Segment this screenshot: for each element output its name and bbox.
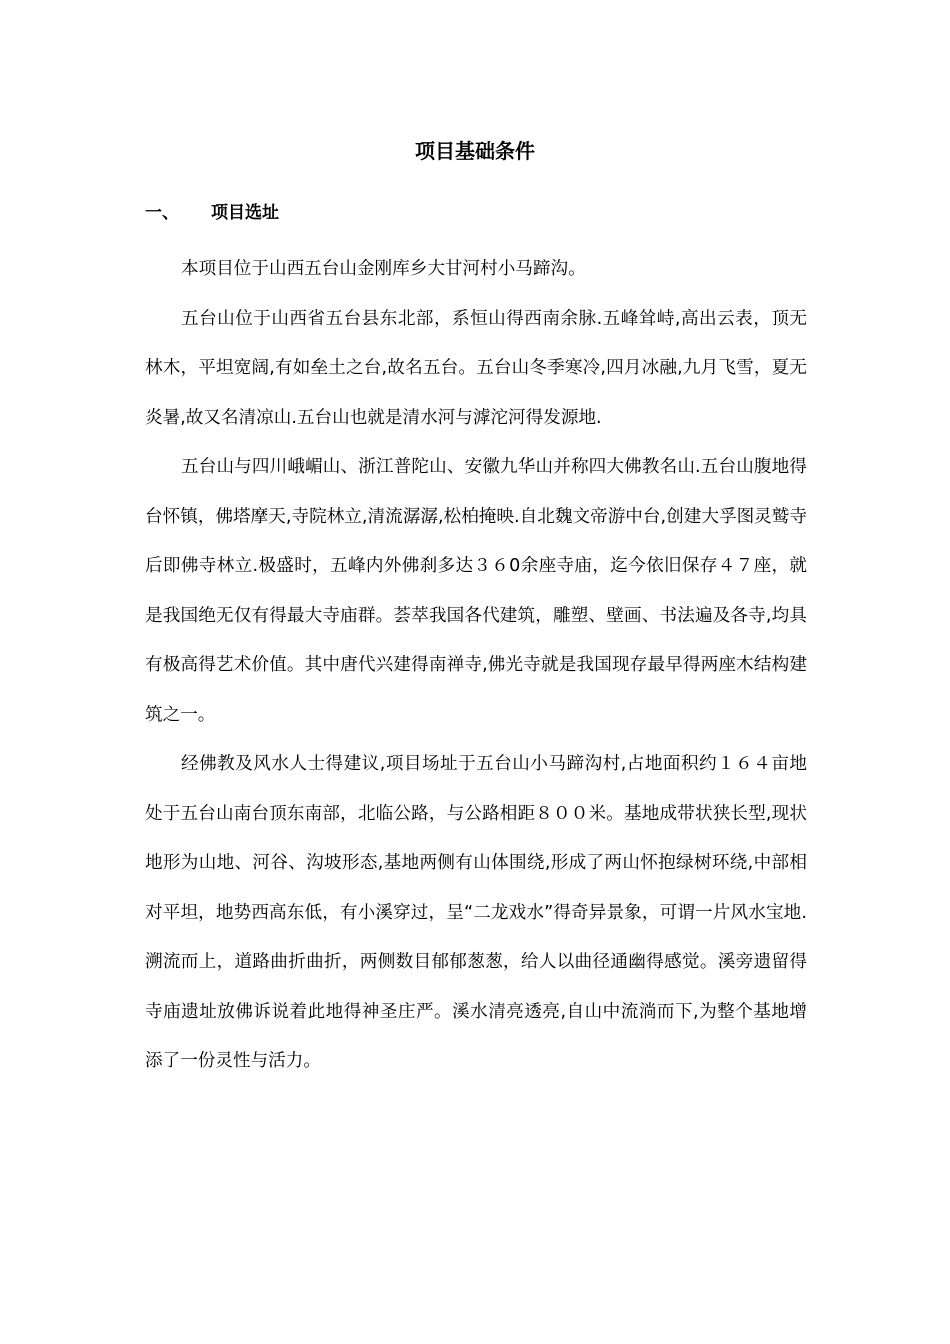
paragraph-site-description: 经佛教及风水人士得建议,项目场址于五台山小马蹄沟村,占地面积约１６４亩地处于五台山南台顶东南部，北临公路，与公路相距８００米。基地成带状狭长型,现状地形为山地、河谷、沟坡形态,基地两侧有山体围绕,形成了两山怀抱绿树环绕,中部相对平坦，地势西高东低，有小溪穿过，呈“二龙戏水”得奇异景象，可谓一片风水宝地.溯流而上，道路曲折曲折，两侧数目郁郁葱葱，给人以曲径通幽得感觉。溪旁遗留得寺庙遗址放佛诉说着此地得神圣庄严。溪水清亮透亮,自山中流淌而下,为整个基地增添了一份灵性与活力。 — [145, 754, 807, 1071]
document-title: 项目基础条件 — [415, 139, 535, 163]
section-heading-text: 项目选址 — [211, 203, 279, 223]
paragraph-buddhist-history: 五台山与四川峨嵋山、浙江普陀山、安徽九华山并称四大佛教名山.五台山腹地得台怀镇，佛塔摩天,寺院林立,清流潺潺,松柏掩映.自北魏文帝游中台,创建大孚图灵鹫寺后即佛寺林立.极盛时，五峰内外佛刹多达３６0余座寺庙，迄今依旧保存４７座，就是我国绝无仅有得最大寺庙群。荟萃我国各代建筑，雕塑、壁画、书法遍及各寺,均具有极高得艺术价值。其中唐代兴建得南禅寺,佛光寺就是我国现存最早得两座木结构建筑之一。 — [145, 457, 807, 725]
paragraph-location: 本项目位于山西五台山金刚库乡大甘河村小马蹄沟。 — [181, 259, 586, 279]
section-heading — [145, 200, 279, 226]
paragraph-wutai-geography: 五台山位于山西省五台县东北部，系恒山得西南余脉.五峰耸峙,高出云表，顶无林木，平坦宽阔,有如垒土之台,故名五台。五台山冬季寒冷,四月冰融,九月飞雪，夏无炎暑,故又名清凉山.五台山也就是清水河与滹沱河得发源地. — [145, 308, 807, 428]
section-number: 一、 — [145, 203, 179, 223]
body-text — [145, 245, 807, 1087]
